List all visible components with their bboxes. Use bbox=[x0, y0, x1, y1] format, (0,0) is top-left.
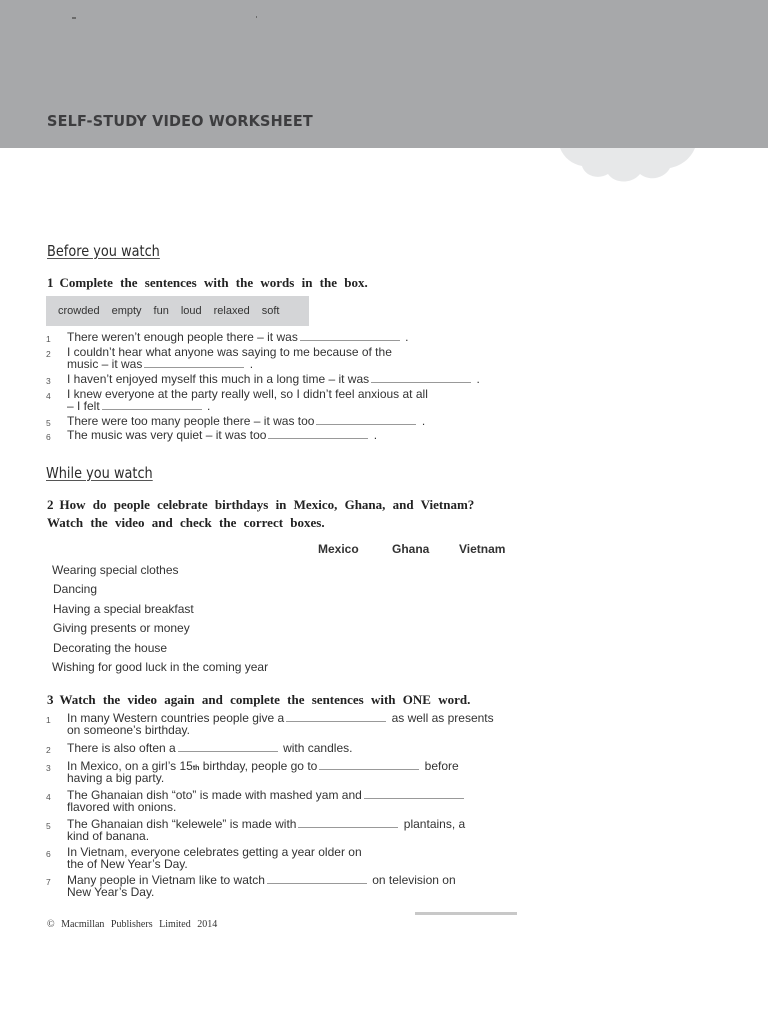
section-heading-while: While you watch bbox=[46, 464, 153, 482]
item-number: 5 bbox=[46, 418, 51, 428]
item-number: 5 bbox=[46, 821, 51, 831]
item-text: . bbox=[207, 399, 211, 413]
item-text: In many Western countries people give a bbox=[67, 711, 285, 725]
item-text: There were too many people there – it was too bbox=[67, 414, 315, 428]
item-text: Many people in Vietnam like to watch bbox=[67, 873, 265, 887]
word-box-item: relaxed bbox=[213, 305, 250, 317]
answer-blank[interactable] bbox=[300, 339, 400, 341]
word-box-item: crowded bbox=[58, 305, 100, 317]
item-text: The Ghanaian dish “kelewele” is made with bbox=[67, 817, 297, 831]
instruction-3 bbox=[47, 691, 470, 709]
item-number: 4 bbox=[46, 792, 51, 802]
answer-blank[interactable] bbox=[371, 381, 471, 383]
item-text: The music was very quiet – it was too bbox=[67, 428, 267, 442]
activity-row: Wishing for good luck in the coming year bbox=[52, 660, 269, 674]
instruction-1 bbox=[47, 274, 368, 292]
item-text: In Mexico, on a girl’s 15 bbox=[67, 759, 193, 773]
item-text: There is also often a bbox=[67, 741, 176, 755]
header-band bbox=[0, 0, 768, 148]
item-text: . bbox=[476, 372, 480, 386]
item-text: the of New Year’s Day. bbox=[67, 857, 188, 871]
answer-blank[interactable] bbox=[316, 423, 416, 425]
item-text: birthday, people go to bbox=[202, 759, 318, 773]
answer-blank[interactable] bbox=[178, 750, 278, 752]
item-text: I knew everyone at the party really well, so I didn’t feel anxious at all bbox=[67, 387, 428, 401]
item-number: 3 bbox=[46, 763, 51, 773]
instruction-number: 1 bbox=[47, 275, 54, 290]
item-text: The Ghanaian dish “oto” is made with mashed yam and bbox=[67, 788, 362, 802]
copyright-footer: © Macmillan Publishers Limited 2014 bbox=[47, 919, 218, 930]
item-text: kind of banana. bbox=[67, 829, 150, 843]
item-text: There weren’t enough people there – it was bbox=[67, 330, 298, 344]
item-text: with candles. bbox=[283, 741, 353, 755]
answer-blank[interactable] bbox=[268, 437, 368, 439]
footer-divider bbox=[415, 912, 517, 915]
instruction-text: Watch the video again and complete the sentences with ONE word. bbox=[59, 692, 471, 707]
item-number: 7 bbox=[46, 877, 51, 887]
item-text: on someone’s birthday. bbox=[67, 723, 190, 737]
item-text: flavored with onions. bbox=[67, 800, 177, 814]
item-text: . bbox=[405, 330, 409, 344]
activity-row: Dancing bbox=[53, 582, 98, 596]
activity-row: Decorating the house bbox=[53, 641, 168, 655]
answer-blank[interactable] bbox=[319, 768, 419, 770]
cloud-decoration bbox=[560, 148, 700, 188]
item-text: plantains, a bbox=[403, 817, 466, 831]
activity-row: Giving presents or money bbox=[53, 621, 190, 635]
item-text: I couldn’t hear what anyone was saying to me because of the bbox=[67, 345, 392, 359]
item-number: 3 bbox=[46, 376, 51, 386]
instruction-number: 2 bbox=[47, 497, 54, 512]
answer-blank[interactable] bbox=[144, 366, 244, 368]
ordinal-suffix: th bbox=[192, 765, 200, 772]
word-box-item: loud bbox=[180, 305, 202, 317]
answer-blank[interactable] bbox=[267, 882, 367, 884]
item-text: . bbox=[249, 357, 254, 371]
item-text: I haven’t enjoyed myself this much in a long time – it was bbox=[67, 372, 370, 386]
item-text: – I felt bbox=[67, 399, 100, 413]
header-speck bbox=[256, 16, 257, 18]
instruction-text: How do people celebrate birthdays in Mexico, Ghana, and Vietnam? bbox=[59, 497, 475, 512]
item-text: as well as presents bbox=[391, 711, 494, 725]
answer-blank[interactable] bbox=[298, 826, 398, 828]
header-speck bbox=[72, 17, 76, 19]
item-text: New Year’s Day. bbox=[67, 885, 155, 899]
item-text: . bbox=[421, 414, 426, 428]
page-title: SELF-STUDY VIDEO WORKSHEET bbox=[47, 112, 313, 130]
item-text: . bbox=[373, 428, 378, 442]
instruction-number: 3 bbox=[47, 692, 54, 707]
item-number: 2 bbox=[46, 349, 51, 359]
instruction-text: Watch the video and check the correct boxes. bbox=[47, 515, 325, 530]
item-number: 2 bbox=[46, 745, 51, 755]
item-text: before bbox=[424, 759, 459, 773]
word-box-item: soft bbox=[261, 305, 280, 317]
item-number: 6 bbox=[46, 432, 51, 442]
column-header-mexico: Mexico bbox=[318, 542, 359, 556]
activity-row: Having a special breakfast bbox=[53, 602, 194, 616]
section-heading-before: Before you watch bbox=[47, 242, 160, 260]
item-text: In Vietnam, everyone celebrates getting a year older on bbox=[67, 845, 362, 859]
instruction-text: Complete the sentences with the words in the box. bbox=[59, 275, 368, 290]
item-number: 1 bbox=[46, 334, 51, 344]
instruction-2 bbox=[47, 496, 474, 532]
column-header-ghana: Ghana bbox=[392, 542, 430, 556]
item-number: 1 bbox=[46, 715, 51, 725]
item-text: on television on bbox=[372, 873, 456, 887]
item-text: music – it was bbox=[67, 357, 143, 371]
word-box-item: fun bbox=[153, 305, 169, 317]
column-header-vietnam: Vietnam bbox=[459, 542, 506, 556]
item-text: having a big party. bbox=[67, 771, 165, 785]
word-box bbox=[46, 296, 309, 326]
activity-row: Wearing special clothes bbox=[52, 563, 179, 577]
word-box-item: empty bbox=[111, 305, 142, 317]
answer-blank[interactable] bbox=[286, 720, 386, 722]
answer-blank[interactable] bbox=[102, 408, 202, 410]
answer-blank[interactable] bbox=[364, 797, 464, 799]
item-number: 6 bbox=[46, 849, 51, 859]
item-number: 4 bbox=[46, 391, 51, 401]
